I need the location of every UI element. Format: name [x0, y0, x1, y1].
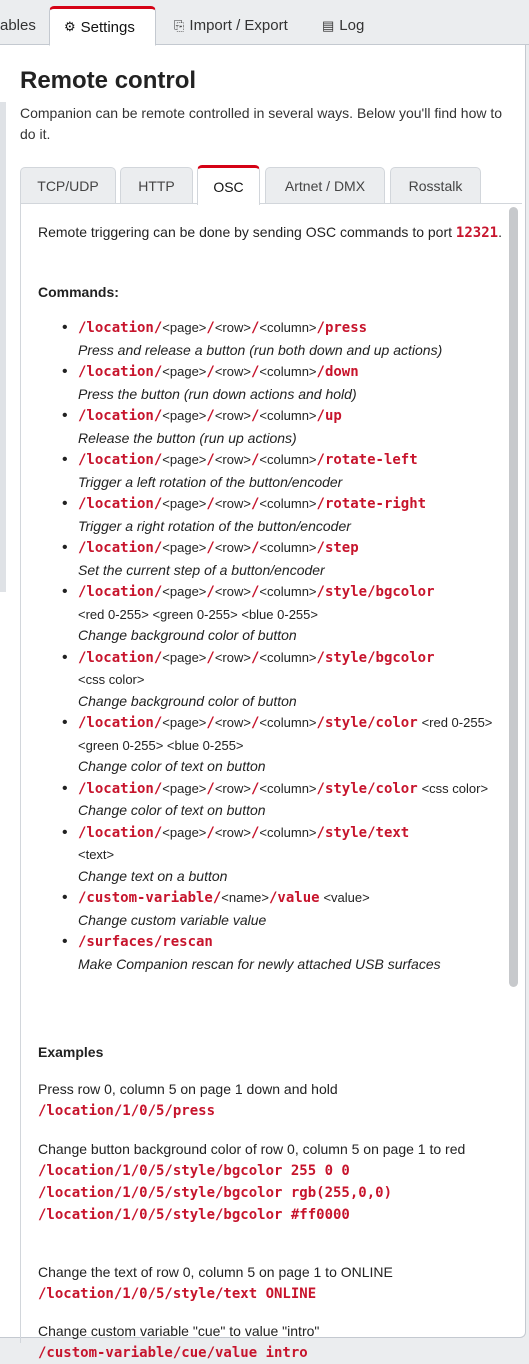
command-description: Change custom variable value: [78, 911, 267, 928]
tab-log[interactable]: [308, 6, 378, 45]
example-code: /custom-variable/cue/value intro: [38, 1345, 308, 1361]
arg-page: <page>: [162, 320, 207, 335]
command-description: Release the button (run up actions): [78, 429, 297, 446]
path-slash: /: [250, 364, 260, 380]
command-path: /location/: [78, 540, 163, 556]
arg-row: <row>: [214, 320, 251, 335]
path-slash: /: [250, 408, 260, 424]
command-item: [78, 449, 518, 493]
example-block: [38, 1321, 503, 1364]
tab-rosstalk[interactable]: Rosstalk: [390, 167, 481, 204]
arg-page: <page>: [162, 364, 207, 379]
arg-row: <row>: [214, 649, 251, 665]
command-description: Change color of text on button: [78, 802, 266, 818]
arg-page: <page>: [162, 408, 207, 423]
remote-tab-bar: [20, 165, 520, 204]
command-description: Set the current step of a button/encoder: [78, 561, 325, 578]
command-item: [78, 931, 518, 975]
arg-page: <page>: [162, 452, 207, 467]
port-suffix: .: [498, 224, 502, 240]
command-suffix: /style/bgcolor: [316, 649, 435, 666]
command-path: /location/: [78, 824, 163, 841]
example-code: /location/1/0/5/style/text ONLINE: [38, 1286, 317, 1302]
path-slash: /: [206, 320, 215, 336]
page-intro: Companion can be remote controlled in several ways. Below you'll find how to do it.: [20, 105, 503, 142]
top-tab-bar: [0, 0, 529, 45]
command-args: <red 0-255> <green 0-255> <blue 0-255>: [78, 715, 493, 753]
arg-page: <page>: [162, 780, 207, 796]
command-args: <css color>: [78, 672, 145, 687]
arg-column: <column>: [259, 540, 317, 555]
command-path: /location/: [78, 649, 163, 666]
arg-name: <name>: [221, 890, 269, 905]
command-item: [78, 317, 518, 361]
command-suffix: /press: [316, 320, 368, 336]
tab-label: Import / Export: [189, 17, 288, 34]
path-slash: /: [206, 364, 215, 380]
arg-column: <column>: [259, 320, 317, 335]
command-description: Change background color of button: [78, 627, 297, 643]
arg-column: <column>: [259, 496, 317, 511]
arg-value: <value>: [323, 890, 370, 905]
command-item: [78, 822, 518, 888]
command-description: Trigger a left rotation of the button/encoder: [78, 473, 343, 490]
path-slash: /: [250, 540, 260, 556]
tab-label: Settings: [80, 18, 135, 36]
command-path: /location/: [78, 408, 163, 424]
path-slash: /: [206, 452, 215, 468]
command-description: Make Companion rescan for newly attached USB surfaces: [78, 955, 441, 972]
command-path: /surfaces/rescan: [78, 934, 213, 950]
port-text-label: Remote triggering can be done by sending OSC commands to port: [38, 224, 453, 240]
path-slash: /: [250, 649, 260, 666]
command-item: [78, 361, 518, 405]
command-path: /location/: [78, 715, 163, 731]
arg-row: <row>: [214, 780, 251, 796]
path-slash: /: [206, 780, 215, 797]
commands-heading: [38, 282, 503, 303]
command-item: [78, 493, 518, 537]
osc-content: [20, 203, 522, 1361]
command-item: [78, 778, 518, 822]
arg-row: <row>: [214, 584, 251, 599]
tab-label: ables: [0, 17, 36, 34]
example-block: [38, 1139, 503, 1226]
example-code: /location/1/0/5/style/bgcolor #ff0000: [38, 1207, 350, 1223]
path-slash: /: [250, 824, 260, 841]
command-path: /location/: [78, 364, 163, 380]
path-slash: /: [250, 452, 260, 468]
path-slash: /: [250, 780, 260, 797]
example-text: Change the text of row 0, column 5 on page 1 to ONLINE: [38, 1264, 393, 1280]
command-path: /custom-variable/: [78, 890, 222, 906]
tab-osc[interactable]: OSC: [197, 165, 260, 205]
command-suffix: /style/text: [316, 824, 410, 841]
command-path: /location/: [78, 496, 163, 512]
tab-label: Log: [339, 17, 365, 34]
left-scroll-strip: [0, 102, 6, 592]
command-item: [78, 537, 518, 581]
command-item: [78, 647, 518, 713]
command-suffix: /down: [316, 364, 359, 380]
command-suffix: /value: [269, 890, 320, 906]
example-block: [38, 1079, 503, 1122]
command-args: <text>: [78, 847, 115, 862]
command-suffix: /style/color: [316, 780, 418, 797]
settings-panel: [0, 45, 526, 1361]
tab-settings[interactable]: [49, 6, 156, 46]
command-path: /location/: [78, 452, 163, 468]
command-args: <red 0-255> <green 0-255> <blue 0-255>: [78, 606, 318, 622]
example-block: [38, 1262, 503, 1305]
arg-column: <column>: [259, 715, 317, 730]
arg-column: <column>: [259, 364, 317, 379]
command-suffix: /step: [316, 540, 359, 556]
path-slash: /: [206, 715, 215, 731]
clipboard-icon: ▤: [322, 17, 335, 33]
path-slash: /: [206, 496, 215, 512]
path-slash: /: [206, 649, 215, 666]
tab-http[interactable]: HTTP: [120, 167, 193, 204]
port-number: 12321: [455, 225, 499, 241]
command-path: /location/: [78, 780, 163, 797]
example-text: Change button background color of row 0, column 5 on page 1 to red: [38, 1141, 466, 1157]
command-suffix: /up: [316, 408, 342, 424]
tab-tcp-udp[interactable]: TCP/UDP: [20, 167, 116, 204]
arg-row: <row>: [214, 364, 251, 379]
arg-row: <row>: [214, 496, 251, 511]
command-path: /location/: [78, 320, 163, 336]
arg-column: <column>: [259, 780, 317, 796]
arg-column: <column>: [259, 408, 317, 423]
path-slash: /: [206, 824, 215, 841]
page-title: Remote control: [20, 67, 197, 94]
arg-row: <row>: [214, 715, 251, 730]
command-path: /location/: [78, 584, 163, 600]
command-description: Press and release a button (run both down and up actions): [78, 341, 443, 358]
examples-heading: [38, 1042, 503, 1063]
arg-page: <page>: [162, 649, 207, 665]
commands-heading-text: Commands:: [38, 284, 119, 300]
arg-page: <page>: [162, 584, 207, 599]
arg-page: <page>: [162, 540, 207, 555]
gear-icon: ⚙: [64, 19, 76, 34]
arg-row: <row>: [214, 408, 251, 423]
arg-page: <page>: [162, 496, 207, 511]
command-suffix: /rotate-right: [316, 496, 427, 512]
command-args: <css color>: [421, 780, 489, 796]
path-slash: /: [250, 715, 260, 731]
tab-variables[interactable]: [0, 6, 50, 45]
command-item: [78, 887, 518, 931]
command-description: Change background color of button: [78, 692, 297, 709]
command-description: Press the button (run down actions and hold): [78, 385, 357, 402]
arg-column: <column>: [259, 584, 317, 599]
arg-row: <row>: [214, 540, 251, 555]
example-code: /location/1/0/5/style/bgcolor rgb(255,0,0): [38, 1185, 393, 1201]
arg-page: <page>: [162, 824, 207, 840]
tab-import-export[interactable]: [160, 6, 302, 45]
command-item: [78, 405, 518, 449]
path-slash: /: [250, 320, 260, 336]
command-suffix: /style/color: [316, 715, 418, 731]
command-suffix: /rotate-left: [316, 452, 418, 468]
command-description: Trigger a right rotation of the button/encoder: [78, 517, 351, 534]
arg-column: <column>: [259, 649, 317, 665]
example-code: /location/1/0/5/style/bgcolor 255 0 0: [38, 1163, 350, 1179]
path-slash: /: [206, 408, 215, 424]
command-item: [78, 712, 518, 778]
arg-row: <row>: [214, 824, 251, 840]
path-slash: /: [250, 584, 260, 600]
command-list: [78, 317, 518, 975]
arg-column: <column>: [259, 824, 317, 840]
command-suffix: /style/bgcolor: [316, 584, 435, 600]
path-slash: /: [250, 496, 260, 512]
arg-page: <page>: [162, 715, 207, 730]
tab-artnet-dmx[interactable]: Artnet / DMX: [265, 167, 385, 204]
content-scrollbar[interactable]: [509, 207, 518, 987]
example-code: /location/1/0/5/press: [38, 1103, 216, 1119]
path-slash: /: [206, 584, 215, 600]
path-slash: /: [206, 540, 215, 556]
command-description: Change text on a button: [78, 867, 228, 884]
examples-heading-text: Examples: [38, 1044, 104, 1060]
example-text: Press row 0, column 5 on page 1 down and hold: [38, 1081, 338, 1097]
command-description: Change color of text on button: [78, 758, 266, 774]
arg-column: <column>: [259, 452, 317, 467]
arg-row: <row>: [214, 452, 251, 467]
command-item: [78, 581, 518, 647]
example-text: Change custom variable "cue" to value "intro": [38, 1323, 320, 1339]
port-text: [38, 222, 503, 244]
file-import-icon: ⎘: [174, 17, 185, 33]
